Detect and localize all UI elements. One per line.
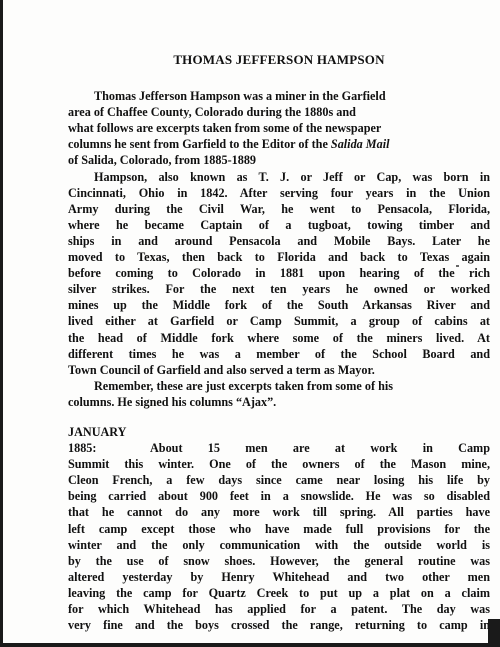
entry-line: being carried about 900 feet in a snowslide. He was so disabled: [68, 489, 490, 504]
bio-line: lived either at Garfield or Camp Summit, a group of cabins at: [68, 314, 490, 329]
entry-line: Cleon French, a few days since came near losing his life by: [68, 473, 490, 488]
entry-line: winter and the only communication with the outside world is: [68, 537, 490, 552]
bio-line: different times he was a member of the School Board and: [68, 346, 490, 361]
entry-january-1885: [68, 424, 490, 633]
entry-line: altered yesterday by Henry Whitehead and two other men: [68, 569, 490, 584]
bio-line: mines up the Middle fork of the South Arkansas River and: [68, 298, 490, 313]
bio-line: before coming to Colorado in 1881 upon hearing of the rich: [68, 266, 490, 281]
newspaper-name: Salida Mail: [330, 137, 390, 152]
entry-date: JANUARY 1885:: [68, 424, 127, 456]
bio-line: moved to Texas, then back to Florida and back to Texas again: [68, 250, 490, 265]
intro-line: Thomas Jefferson Hampson was a miner in the Garfield: [94, 89, 386, 104]
note-line: columns. He signed his columns “Ajax”.: [68, 394, 277, 409]
intro-paragraph: [68, 88, 490, 168]
bio-line: Army during the Civil War, he went to Pensacola, Florida,: [68, 201, 490, 216]
entry-line: Summit this winter. One of the owners of the Mason mine,: [68, 457, 490, 472]
bio-line: Town Council of Garfield and also served a term as Mayor.: [68, 362, 375, 377]
bio-line: the head of Middle fork where some of the miners lived. At: [68, 330, 490, 345]
intro-line: of Salida, Colorado, from 1885-1889: [68, 153, 257, 168]
intro-text: columns he sent from Garfield to the Editor of the: [68, 137, 331, 152]
entry-line: that he cannot do any more work till spring. All parties have: [68, 505, 490, 520]
document-body: [68, 52, 490, 633]
page-title: THOMAS JEFFERSON HAMPSON: [173, 52, 385, 67]
entry-line: leaving the camp for Quartz Creek to put up a plat on a claim: [68, 585, 490, 600]
intro-line: area of Chaffee County, Colorado during the 1880s and: [68, 105, 356, 120]
intro-line: what follows are excerpts taken from some of the newspaper: [68, 121, 382, 136]
entry-line: for which Whitehead has applied for a patent. The day was: [68, 602, 490, 616]
bio-line: where he became Captain of a tugboat, towing timber and: [68, 217, 490, 232]
bio-line: Cincinnati, Ohio in 1842. After serving four years in the Union: [68, 185, 490, 200]
entry-line: very fine and the boys crossed the range, returning to camp in: [68, 618, 490, 633]
note-line: Remember, these are just excerpts taken from some of his: [94, 378, 393, 393]
entry-text: About 15 men are at work in Camp: [150, 441, 490, 456]
intro-line: [68, 136, 490, 152]
note-paragraph: [68, 378, 490, 410]
entry-line: by the use of snow shoes. However, the general routine was: [68, 553, 490, 568]
bio-paragraph: [68, 169, 490, 378]
bio-line: silver strikes. For the next ten years he owned or worked: [68, 282, 490, 297]
scan-border-left: [0, 0, 3, 647]
entry-line: [68, 424, 490, 456]
bio-line: Hampson, also known as T. J. or Jeff or Cap, was born in: [94, 169, 490, 184]
scan-border-bottom: [0, 643, 500, 647]
entry-line: left camp except those who have made full provisions for the: [68, 521, 490, 536]
bio-line: ships in and around Pensacola and Mobile Bays. Later he: [68, 233, 490, 248]
